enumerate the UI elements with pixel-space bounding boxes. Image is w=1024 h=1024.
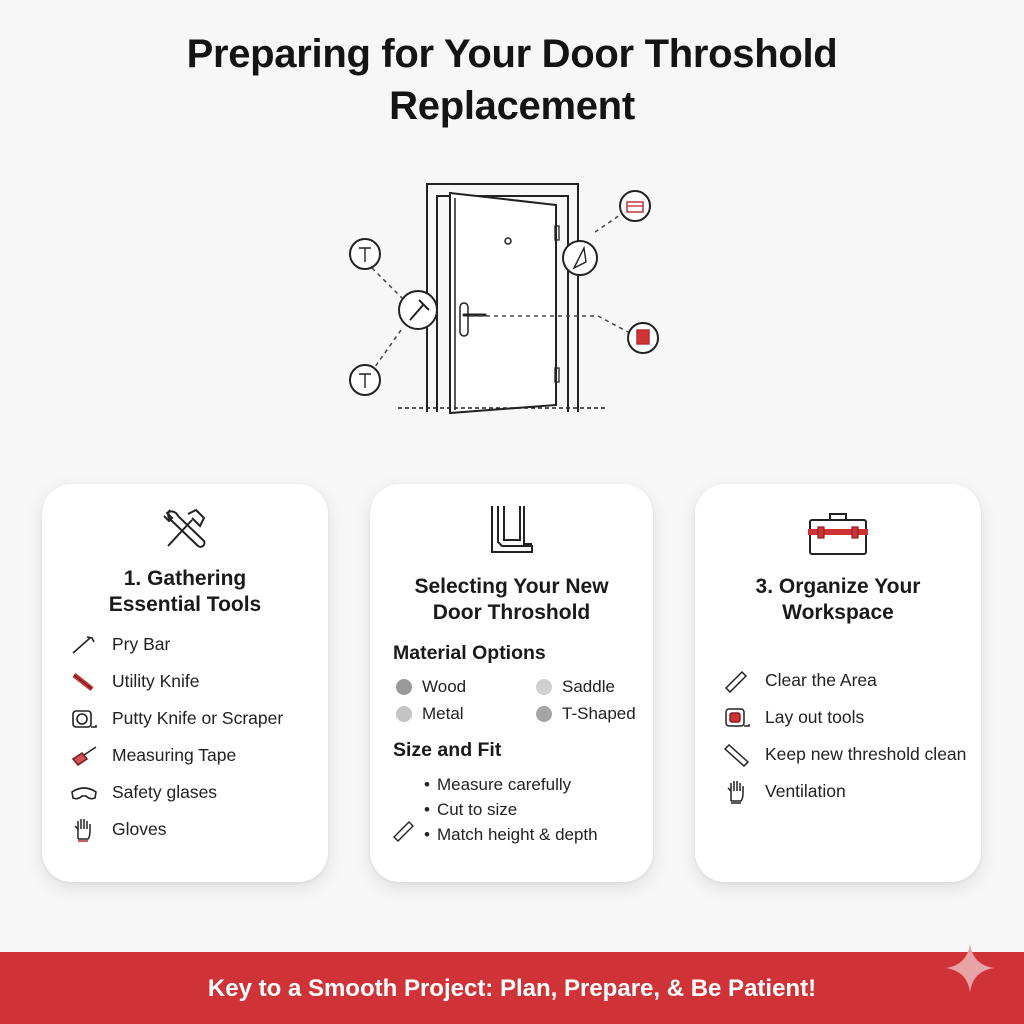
footer-banner — [0, 952, 1024, 1024]
material-option-t-shaped: T-Shaped — [536, 704, 636, 724]
tape-measure-icon — [68, 706, 100, 732]
threshold-profile-icon — [488, 504, 536, 556]
card-organize-workspace — [695, 484, 981, 882]
list-item: Measuring Tape — [68, 737, 283, 774]
ruler-icon — [392, 820, 416, 842]
ruler-icon — [721, 742, 753, 768]
list-item: Lay out tools — [721, 699, 966, 736]
tools-list — [68, 626, 283, 848]
card-title: 3. Organize Your Workspace — [755, 575, 921, 624]
material-option-metal: Metal — [396, 704, 464, 724]
card-title: Selecting Your New Door Throshold — [414, 575, 609, 624]
list-item: Keep new threshold clean — [721, 736, 966, 773]
card-gathering-tools — [42, 484, 328, 882]
title-line-2: Replacement — [389, 84, 635, 128]
list-item: • Match height & depth — [424, 822, 598, 847]
list-item: Gloves — [68, 811, 283, 848]
footer-text: Key to a Smooth Project: Plan, Prepare, & Be Patient! — [207, 975, 817, 1002]
glove-icon — [68, 817, 100, 843]
measuring-tape-icon — [68, 743, 100, 769]
material-options-heading: Material Options — [393, 642, 546, 664]
list-item: Utility Knife — [68, 663, 283, 700]
wood-swatch-icon — [396, 679, 412, 695]
sparkle-icon — [946, 944, 994, 992]
toolbox-icon — [807, 510, 869, 556]
list-item: Clear the Area — [721, 662, 966, 699]
t-shaped-swatch-icon — [536, 706, 552, 722]
title-line-1: Preparing for Your Door Throshold — [186, 32, 838, 76]
pry-bar-icon — [68, 632, 100, 658]
list-item: • Measure carefully — [424, 772, 598, 797]
list-item: Pry Bar — [68, 626, 283, 663]
size-fit-heading: Size and Fit — [393, 739, 502, 761]
saddle-swatch-icon — [536, 679, 552, 695]
list-item: • Cut to size — [424, 797, 598, 822]
safety-glasses-icon — [68, 780, 100, 806]
workspace-list — [721, 662, 966, 810]
list-item: Safety glases — [68, 774, 283, 811]
material-option-wood: Wood — [396, 677, 466, 697]
card-selecting-threshold — [370, 484, 653, 882]
tape-measure-icon — [721, 705, 753, 731]
wrench-hammer-icon — [158, 502, 212, 556]
utility-knife-icon — [68, 669, 100, 695]
glove-icon — [721, 779, 753, 805]
metal-swatch-icon — [396, 706, 412, 722]
card-title: 1. Gathering Essential Tools — [108, 567, 262, 616]
size-fit-list — [424, 772, 598, 847]
material-option-saddle: Saddle — [536, 677, 615, 697]
ruler-icon — [721, 668, 753, 694]
list-item: Ventilation — [721, 773, 966, 810]
list-item: Putty Knife or Scraper — [68, 700, 283, 737]
door-illustration — [330, 170, 670, 430]
page-title — [0, 28, 1024, 132]
